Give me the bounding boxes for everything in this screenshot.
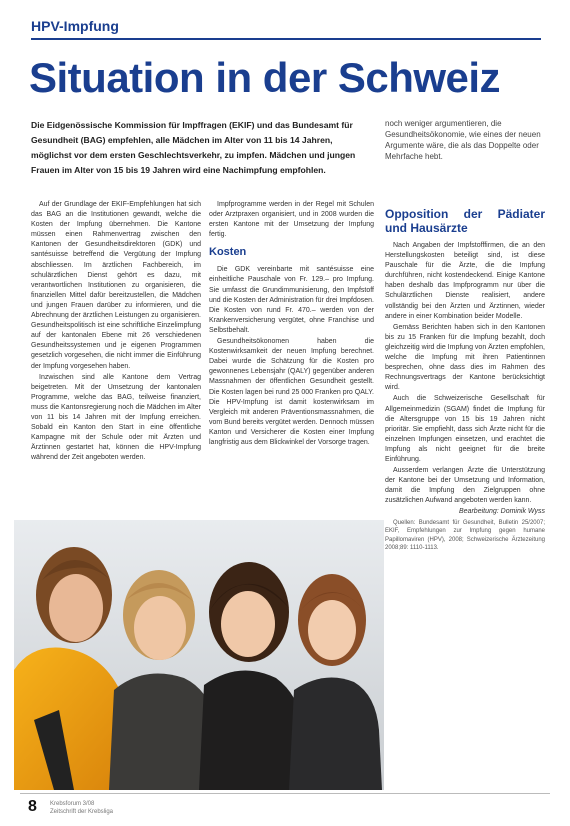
sources: Quellen: Bundesamt für Gesundheit, Bulletin 25/2007; EKIF, Empfehlungen zur Impfung gegen humane Papillomaviren (HPV), 2008; Schweizerische Ärztezeitung 2008;89: 1110-1113. bbox=[385, 519, 545, 552]
column-1 bbox=[31, 200, 201, 464]
signature: Bearbeitung: Dominik Wyss bbox=[459, 508, 545, 516]
column-3-paragraph: Gemäss Berichten haben sich in den Kantonen bis zu 15 Franken für die Impfung bezahlt, doch gleichzeitig wird die Impfung von Ärzten empfohlen, welche die Impfung mit ihren Patientinnen besprechen, ohne dass dies im Rahmen des Rechnungsvertrags der Kantone berücksichtigt wird. bbox=[385, 323, 545, 392]
column-3-paragraph: Nach Angaben der Impfstofffirmen, die an den Herstellungskosten beteiligt sind, ist diese Pauschale für die Ärzte, die die Impfung durchführen, nicht kostendeckend. Einige Kantone haben deshalb das Impfprogramm nur über die Schulärztlichen Dienste realisiert, andere vollständig bei den Ärzten und Ärztinnen, wieder andere in einer Kombination beider Modelle. bbox=[385, 242, 545, 320]
column-1-paragraph: Inzwischen sind alle Kantone dem Vertrag beigetreten. Mit der Umsetzung der kantonalen Programme, welche das BAG, teilweise finanziert, muss die Kantonsregierung noch die Mädchen im Alter von 11 bis 14 Jahren mit der Impfung erreichen. Sobald ein Kanton den Start in eine öffentliche Kampagne mit der Schule oder mit Ärzten und Ärztinnen gestartet hat, können die HPV-Impfung während der Zeit angeboten werden. bbox=[31, 373, 201, 462]
footer-line-1: Krebsforum 3/08 bbox=[50, 801, 95, 807]
page-number: 8 bbox=[28, 798, 37, 815]
kicker: HPV-Impfung bbox=[31, 18, 119, 34]
column-2-paragraph: Gesundheitsökonomen haben die Kostenwirksamkeit der neuen Impfung berechnet. Dabei wurde die Schätzung für die Kosten pro gewonnenes Lebensjahr (QALY) gegenüber anderen Massnahmen der öffentlichen Gesundheit gestellt. Die Kosten lagen bei rund 25 000 Franken pro QALY. Die HPV-Impfung ist damit kostenwirksam im Vergleich mit anderen Präventionsmassnahmen, die vom Bund bereits vergütet werden. Dennoch müssen Kanton und Versicherer die Kosten einer Impfung langfristig aus dem Blickwinkel der Vorsorge tragen. bbox=[209, 338, 374, 446]
column-2-intro: Impfprogramme werden in der Regel mit Schulen oder Arztpraxen organisiert, und in 2008 wurden die ersten Kantone mit der Umsetzung der Impfung fertig. bbox=[209, 201, 374, 239]
column-2-paragraph: Die GDK vereinbarte mit santésuisse eine einheitliche Pauschale von Fr. 129.– pro Impfung. Sie umfasst die Grundimmunisierung, den Impfstoff und die Kosten der Administration für drei Impfdosen. Die Kosten von rund Fr. 470.– werden von der Krankenversicherung vergütet, ohne Franchise und Selbstbehalt. bbox=[209, 266, 374, 334]
section-heading-opposition: Opposition der Pädiater und Hausärzte bbox=[385, 207, 545, 235]
column-3-paragraph: Auch die Schweizerische Gesellschaft für Allgemeinmedizin (SGAM) findet die Impfung für die Altersgruppe von 15 bis 19 Jahren nicht prioritär. Sie empfiehlt, dass sich Ärzte nicht für die einzelnen Impfungen einsetzen, und erachtet die Impfung als nicht geeignet für die breite Einführung. bbox=[385, 395, 545, 463]
photo-girls bbox=[14, 520, 384, 790]
column-3-paragraph: Ausserdem verlangen Ärzte die Unterstützung der Kantone bei der Umsetzung und Information, damit die Impfung den Zielgruppen ohne zusätzlichen Aufwand angeboten werden kann. bbox=[385, 467, 545, 505]
lead-side-text: noch weniger argumentieren, die Gesundheitsökonomie, wie eines der neuen Argumente wäre, die als das Doppelte oder Mehrfache hebt. bbox=[385, 119, 541, 161]
kicker-rule bbox=[31, 38, 541, 40]
footer-rule bbox=[20, 793, 550, 794]
column-3 bbox=[385, 207, 545, 554]
lead-paragraph: Die Eidgenössische Kommission für Impffragen (EKIF) und das Bundesamt für Gesundheit (BAG) empfehlen, alle Mädchen im Alter von 11 bis 14 Jahren, möglichst vor dem ersten Geschlechtsverkehr, zu impfen. Mädchen und jungen Frauen im Alter von 15 bis 19 Jahren wird eine Nachimpfung empfohlen. bbox=[31, 120, 356, 175]
column-1-paragraph: Auf der Grundlage der EKIF-Empfehlungen hat sich das BAG an die Institutionen gewandt, welche die Kosten der Impfung übernehmen. Die Kantone müssen einen Rahmenvertrag zwischen den Kantonen der Gesundheitsdirektoren (GDK) und santésuisse betreffend die Vergütung der Impfung abschliessen. Im ärztlichen Fachbereich, im schulärztlichen Dienst gehört es dazu, mit verantwortlichen Institutionen zu organisieren, die finanziellen Mittel dafür bereitzustellen, die Mädchen und jungen Frauen darüber zu informieren, und die Abrechnung der ärztlichen Leistungen zu organisieren. Gesundheitspolitisch ist eine schriftliche Einzelimpfung auf der kantonalen Ebene mit 26 verschiedenen Gesundheitssystemen und je eigenen Programmen gesetzlich vorgesehen, die nicht immer die Einführung der Impfung vorgesehen haben. bbox=[31, 201, 201, 370]
footer-text bbox=[50, 800, 113, 816]
page-title: Situation in der Schweiz bbox=[29, 54, 501, 101]
section-heading-kosten: Kosten bbox=[209, 246, 247, 259]
photo-illustration bbox=[14, 520, 384, 790]
column-2 bbox=[209, 200, 374, 449]
footer-line-2: Zeitschrift der Krebsliga bbox=[50, 809, 114, 815]
